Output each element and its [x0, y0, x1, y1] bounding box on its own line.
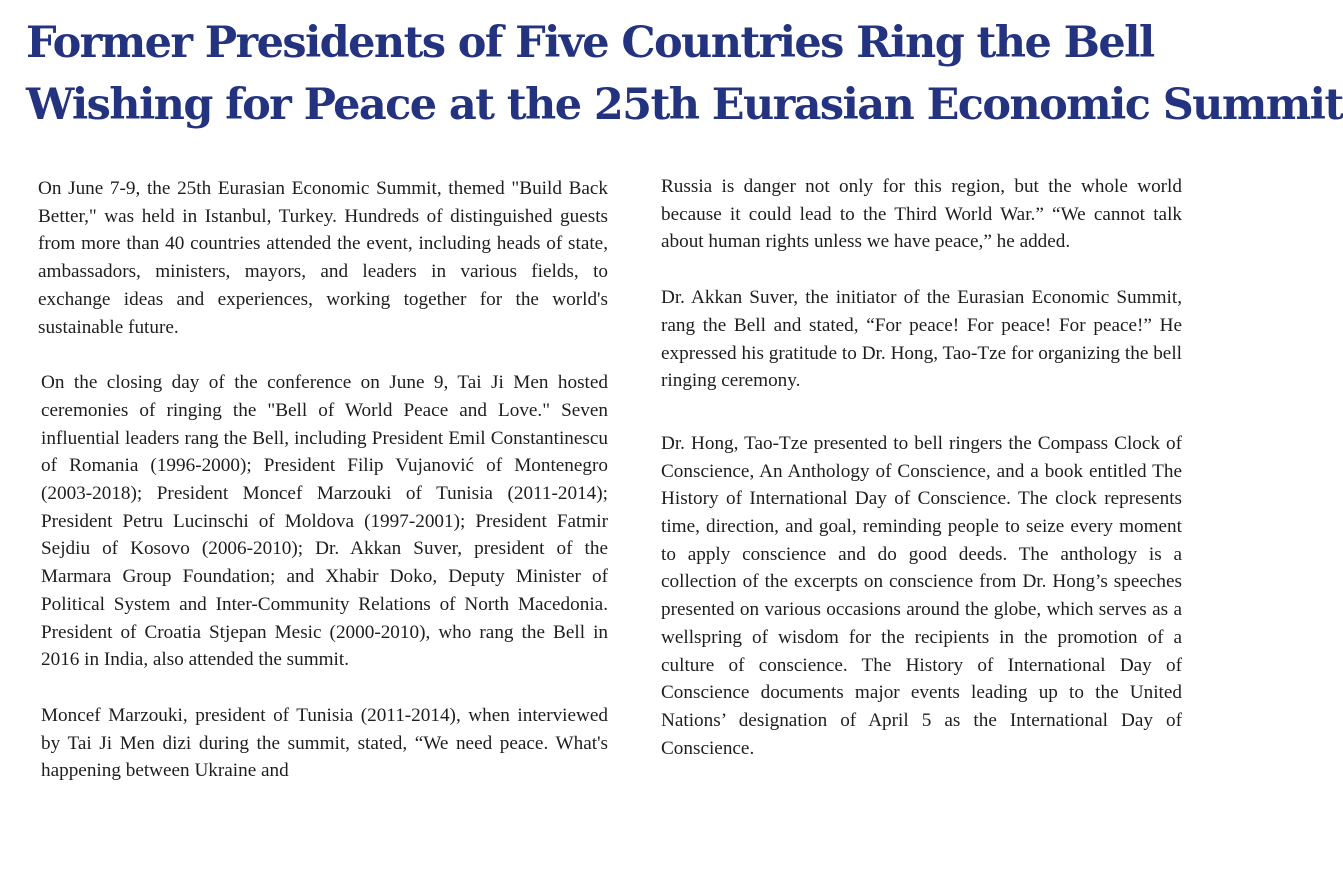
paragraph-gifts: Dr. Hong, Tao-Tze presented to bell ringers the Compass Clock of Conscience, An Anthology of Conscience, and a book entitled The History of International Day of Conscience. The clock represents time, direction, and goal, reminding people to seize every moment to apply conscience and do good deeds. The anthology is a collection of the excerpts on conscience from Dr. Hong’s speeches presented on various occasions around the globe, which serves as a wellspring of wisdom for the recipients in the promotion of a culture of conscience. The History of International Day of Conscience documents major events leading up to the United Nations’ designation of April 5 as the International Day of Conscience. [661, 432, 1182, 759]
paragraph-suver-quote: Dr. Akkan Suver, the initiator of the Eurasian Economic Summit, rang the Bell and stated, “For peace! For peace! For peace!” He expressed his gratitude to Dr. Hong, Tao-Tze for organizing the bell ringing ceremony. [661, 287, 1182, 392]
article-title-line-2: Wishing for Peace at the 25th Eurasian Economic Summit [26, 80, 1343, 130]
article-title-line-1: Former Presidents of Five Countries Ring the Bell [26, 18, 1154, 68]
article-title [26, 12, 1343, 136]
paragraph-marzouki-interview: Moncef Marzouki, president of Tunisia (2011-2014), when interviewed by Tai Ji Men dizi during the summit, stated, “We need peace. What's happening between Ukraine and [41, 704, 608, 782]
left-column [38, 175, 608, 785]
paragraph-marzouki-quote: Russia is danger not only for this region, but the whole world because it could lead to the Third World War.” “We cannot talk about human rights unless we have peace,” he added. [661, 176, 1182, 253]
right-column [661, 173, 1182, 762]
paragraph-summit-intro: On June 7-9, the 25th Eurasian Economic Summit, themed "Build Back Better," was held in Istanbul, Turkey. Hundreds of distinguished guests from more than 40 countries attended the event, including heads of state, ambassadors, ministers, mayors, and leaders in various fields, to exchange ideas and experiences, working together for the world's sustainable future. [38, 178, 608, 338]
paragraph-bell-ceremony: On the closing day of the conference on June 9, Tai Ji Men hosted ceremonies of ringing the "Bell of World Peace and Love." Seven influential leaders rang the Bell, including President Emil Constantinescu of Romania (1996-2000); President Filip Vujanović of Montenegro (2003-2018); President Moncef Marzouki of Tunisia (2011-2014); President Petru Lucinschi of Moldova (1997-2001); President Fatmir Sejdiu of Kosovo (2006-2010); Dr. Akkan Suver, president of the Marmara Group Foundation; and Xhabir Doko, Deputy Minister of Political System and Inter-Community Relations of North Macedonia. President of Croatia Stjepan Mesic (2000-2010), who rang the Bell in 2016 in India, also attended the summit. [41, 372, 608, 671]
